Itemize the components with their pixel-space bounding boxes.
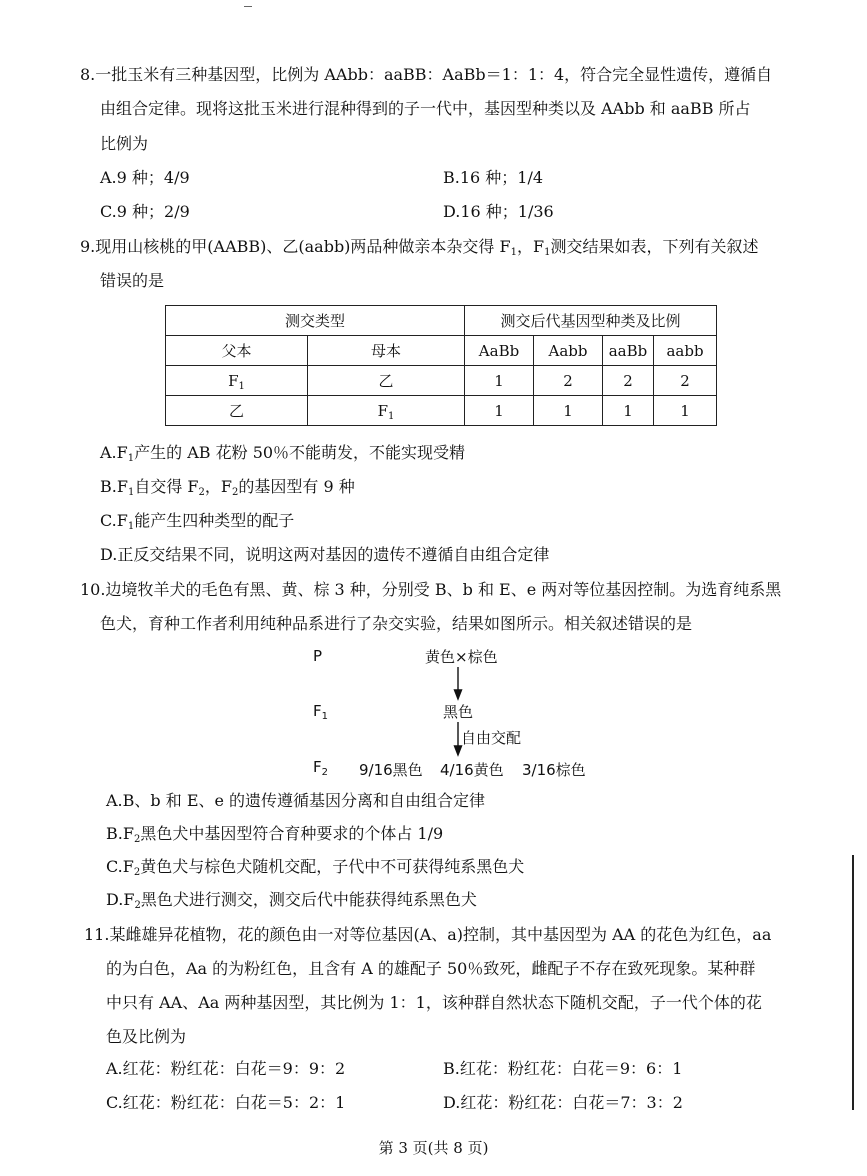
table-cell-value: 1 — [654, 396, 717, 426]
q8-option-c[interactable]: C.9 种；2/9 — [100, 202, 190, 221]
table-row — [166, 366, 717, 396]
diagram-f1-result: 黑色 — [443, 703, 474, 721]
table-cell-mother: $F_1$ — [308, 396, 465, 426]
diagram-f1-label: $F_1$ — [313, 702, 329, 722]
q9-option-d[interactable]: D.正反交结果不同，说明这两对基因的遗传不遵循自由组合定律 — [100, 545, 550, 564]
q11-option-b[interactable]: B.红花：粉红花：白花＝9：6：1 — [443, 1059, 683, 1078]
margin-rule — [852, 855, 854, 1110]
table-cell-value: 2 — [654, 366, 717, 396]
table-col-genotype: Aabb — [534, 336, 603, 366]
diagram-mating-label: 自由交配 — [461, 729, 522, 747]
diagram-f2-label: $F_2$ — [313, 758, 329, 778]
table-col-genotype: AaBb — [465, 336, 534, 366]
scan-mark — [244, 6, 252, 7]
table-col-father: 父本 — [166, 336, 308, 366]
table-row — [166, 396, 717, 426]
q11-stem-line-2: 的为白色，Aa 的为粉红色，且含有 A 的雄配子 50％致死，雌配子不存在致死现象。某种群 — [106, 959, 756, 978]
q11-stem-line-3: 中只有 AA、Aa 两种基因型，其比例为 1：1，该种群自然状态下随机交配，子一代个体的花 — [106, 993, 762, 1012]
table-cell-value: 1 — [534, 396, 603, 426]
table-cell-value: 1 — [603, 396, 654, 426]
table-cell-father: $F_1$ — [166, 366, 308, 396]
diagram-f2-yellow: 4/16黄色 — [440, 761, 504, 779]
q10-stem-line-1: 10.边境牧羊犬的毛色有黑、黄、棕 3 种，分别受 B、b 和 E、e 两对等位基因控制。为选育纯系黑 — [80, 580, 782, 599]
q11-option-a[interactable]: A.红花：粉红花：白花＝9：9：2 — [106, 1059, 346, 1078]
q11-stem-line-1: 11.某雌雄异花植物，花的颜色由一对等位基因(A、a)控制，其中基因型为 AA 的花色为红色，aa — [84, 925, 772, 944]
q10-option-d[interactable]: $D.F_2$黑色犬进行测交，测交后代中能获得纯系黑色犬 — [106, 890, 477, 911]
table-cell-value: 1 — [465, 366, 534, 396]
q9-stem-line-1: 9.现用山核桃的甲(AABB)、乙(aabb)两品种做亲本杂交得 $F_1$，$F_1$测交结果如表，下列有关叙述 — [80, 237, 759, 258]
q9-option-a[interactable]: $A.F_1$产生的 AB 花粉 50％不能萌发，不能实现受精 — [100, 443, 466, 464]
q8-stem-line-2: 由组合定律。现将这批玉米进行混种得到的子一代中，基因型种类以及 AAbb 和 aaBB 所占 — [100, 99, 751, 118]
q8-option-a[interactable]: A.9 种；4/9 — [100, 168, 190, 187]
testcross-table — [165, 305, 717, 426]
q9-option-b[interactable]: $B.F_1$自交得 $F_2$，$F_2$的基因型有 9 种 — [100, 477, 355, 498]
q10-option-b[interactable]: $B.F_2$黑色犬中基因型符合育种要求的个体占 1/9 — [106, 824, 444, 845]
table-header-offspring: 测交后代基因型种类及比例 — [465, 306, 717, 336]
table-cell-mother: 乙 — [308, 366, 465, 396]
table-header-row — [166, 306, 717, 336]
diagram-p-label: P — [313, 647, 323, 665]
q8-stem-line-1: 8.一批玉米有三种基因型，比例为 AAbb：aaBB：AaBb＝1：1：4，符合完全显性遗传，遵循自 — [80, 65, 773, 84]
table-cell-father: 乙 — [166, 396, 308, 426]
q10-stem-line-2: 色犬，育种工作者利用纯种品系进行了杂交实验，结果如图所示。相关叙述错误的是 — [100, 614, 693, 633]
table-subheader-row — [166, 336, 717, 366]
q11-option-d[interactable]: D.红花：粉红花：白花＝7：3：2 — [443, 1093, 683, 1112]
arrow-head-icon — [455, 690, 462, 699]
q10-option-c[interactable]: $C.F_2$黄色犬与棕色犬随机交配，子代中不可获得纯系黑色犬 — [106, 857, 525, 878]
diagram-f2-brown: 3/16棕色 — [522, 761, 586, 779]
table-cell-value: 2 — [603, 366, 654, 396]
page-number-footer: 第 3 页(共 8 页) — [378, 1139, 489, 1157]
q9-option-c[interactable]: $C.F_1$能产生四种类型的配子 — [100, 511, 295, 532]
q10-option-a[interactable]: A.B、b 和 E、e 的遗传遵循基因分离和自由组合定律 — [106, 791, 486, 810]
table-col-mother: 母本 — [308, 336, 465, 366]
q8-option-d[interactable]: D.16 种；1/36 — [443, 202, 554, 221]
table-cell-value: 2 — [534, 366, 603, 396]
q8-stem-line-3: 比例为 — [100, 134, 149, 153]
q9-stem-line-2: 错误的是 — [100, 271, 165, 290]
q11-stem-line-4: 色及比例为 — [106, 1027, 187, 1046]
table-header-cross-type: 测交类型 — [166, 306, 465, 336]
diagram-f2-black: 9/16黑色 — [359, 761, 423, 779]
table-col-genotype: aaBb — [603, 336, 654, 366]
table-col-genotype: aabb — [654, 336, 717, 366]
q8-option-b[interactable]: B.16 种；1/4 — [443, 168, 544, 187]
q11-option-c[interactable]: C.红花：粉红花：白花＝5：2：1 — [106, 1093, 346, 1112]
table-cell-value: 1 — [465, 396, 534, 426]
diagram-parent-cross: 黄色×棕色 — [425, 648, 498, 666]
